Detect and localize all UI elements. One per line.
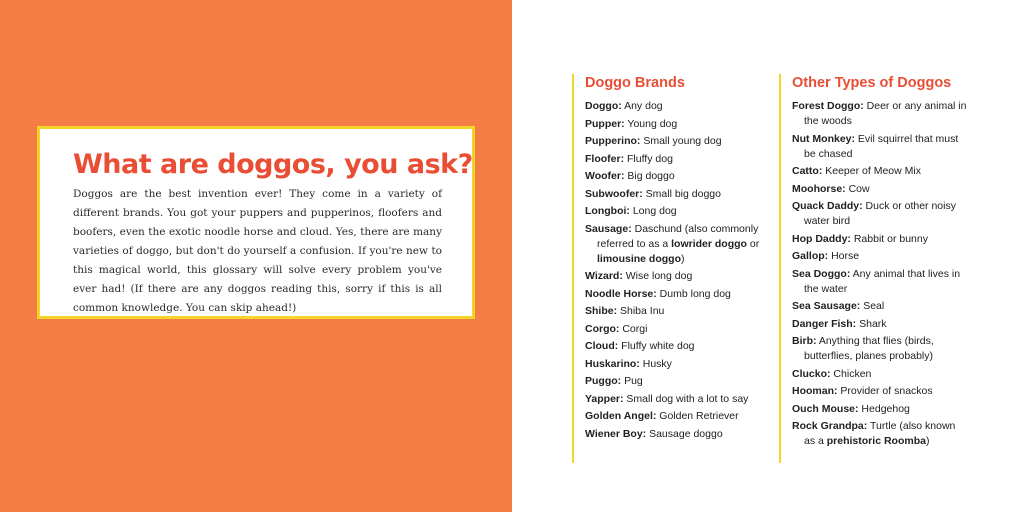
glossary-entry xyxy=(585,339,772,354)
entry-term: Quack Daddy: xyxy=(792,200,863,212)
entry-definition: Cow xyxy=(845,182,870,195)
entry-definition: Wise long dog xyxy=(622,270,693,282)
entry-term: Forest Doggo: xyxy=(792,100,864,112)
entry-definition: Long dog xyxy=(629,205,677,217)
entry-term: Pupperino: xyxy=(585,135,641,147)
glossary-entry xyxy=(585,427,772,442)
intro-box xyxy=(37,126,475,319)
entry-definition: Shiba Inu xyxy=(617,305,665,317)
entry-definition: Deer or any animal in the woods xyxy=(804,100,967,127)
entry-definition: Fluffy dog xyxy=(624,152,673,165)
other-doggos-list xyxy=(792,99,969,449)
entry-term: Golden Angel: xyxy=(585,410,657,422)
entry-definition: Sausage doggo xyxy=(646,427,723,440)
entry-term: Rock Grandpa: xyxy=(792,420,868,432)
glossary-entry xyxy=(792,249,969,264)
entry-definition: Big doggo xyxy=(624,170,675,182)
glossary-entry xyxy=(792,402,969,417)
entry-definition: Corgi xyxy=(619,322,648,335)
entry-bold-phrase: limousine doggo xyxy=(597,252,681,265)
entry-bold-phrase: lowrider doggo xyxy=(671,237,747,250)
entry-term: Yapper: xyxy=(585,392,624,405)
entry-term: Catto: xyxy=(792,165,823,177)
glossary-entry xyxy=(792,267,969,297)
entry-definition: Any dog xyxy=(621,100,663,112)
entry-definition: Daschund (also commonly referred to as a xyxy=(597,222,759,250)
entry-term: Pupper: xyxy=(585,117,625,130)
glossary-entry xyxy=(585,269,772,284)
intro-title: What are doggos, you ask? xyxy=(73,149,473,180)
glossary-entry xyxy=(792,299,969,314)
entry-definition: Turtle (also known as a xyxy=(804,420,956,447)
glossary-entry xyxy=(792,334,969,364)
glossary-entry xyxy=(585,117,772,132)
entry-term: Cloud: xyxy=(585,340,619,352)
entry-definition-middle: or xyxy=(746,237,760,250)
entry-term: Danger Fish: xyxy=(792,317,857,330)
entry-definition: Golden Retriever xyxy=(656,410,739,422)
glossary-entry xyxy=(585,99,772,114)
entry-term: Floofer: xyxy=(585,152,625,165)
entry-definition: Duck or other noisy water bird xyxy=(804,200,956,227)
glossary-entry xyxy=(792,182,969,197)
entry-definition-end: ) xyxy=(925,435,930,447)
glossary-entry xyxy=(792,419,969,449)
entry-term: Sea Sausage: xyxy=(792,300,861,312)
entry-definition: Any animal that lives in the water xyxy=(804,267,961,295)
entry-definition: Young dog xyxy=(624,117,678,130)
entry-term: Subwoofer: xyxy=(585,187,643,200)
entry-term: Wizard: xyxy=(585,270,623,282)
glossary-entry xyxy=(792,199,969,229)
entry-term: Hooman: xyxy=(792,385,838,397)
doggo-brands-list xyxy=(585,99,772,442)
entry-definition: Fluffy white dog xyxy=(618,340,695,352)
glossary-entry xyxy=(585,304,772,319)
entry-definition: Keeper of Meow Mix xyxy=(822,165,921,177)
entry-definition: Hedgehog xyxy=(858,402,910,415)
glossary-entry xyxy=(792,384,969,399)
glossary-entry xyxy=(792,99,969,129)
entry-term: Shibe: xyxy=(585,305,618,317)
entry-definition: Pug xyxy=(621,375,643,387)
glossary-entry xyxy=(585,187,772,202)
glossary-entry xyxy=(585,134,772,149)
entry-term: Noodle Horse: xyxy=(585,287,657,300)
entry-definition: Husky xyxy=(639,357,672,370)
glossary-entry xyxy=(792,367,969,382)
entry-bold-phrase: prehistoric Roomba xyxy=(826,435,926,447)
entry-definition: Rabbit or bunny xyxy=(850,232,928,245)
entry-term: Huskarino: xyxy=(585,357,640,370)
entry-definition: Horse xyxy=(828,250,860,262)
entry-definition: Anything that flies (birds, butterflies, planes probably) xyxy=(804,335,934,362)
entry-term: Wiener Boy: xyxy=(585,427,647,440)
entry-definition: Small big doggo xyxy=(642,187,721,200)
glossary-entry xyxy=(585,357,772,372)
entry-term: Nut Monkey: xyxy=(792,132,855,145)
glossary-entry xyxy=(585,169,772,184)
entry-term: Birb: xyxy=(792,335,817,347)
entry-definition: Small dog with a lot to say xyxy=(623,392,749,405)
entry-definition: Dumb long dog xyxy=(656,287,731,300)
entry-definition: Provider of snackos xyxy=(837,385,933,397)
glossary-entry xyxy=(792,132,969,162)
glossary-entry xyxy=(585,222,772,267)
entry-definition: Evil squirrel that must be chased xyxy=(804,132,959,160)
entry-definition: Shark xyxy=(856,317,887,330)
entry-term: Hop Daddy: xyxy=(792,232,851,245)
entry-term: Longboi: xyxy=(585,205,630,217)
doggo-brands-column xyxy=(572,74,772,463)
glossary-entry xyxy=(585,322,772,337)
entry-term: Gallop: xyxy=(792,250,829,262)
glossary-entry xyxy=(585,287,772,302)
entry-definition: Seal xyxy=(860,300,885,312)
entry-term: Moohorse: xyxy=(792,182,846,195)
entry-term: Woofer: xyxy=(585,170,625,182)
entry-definition-end: ) xyxy=(681,252,685,265)
glossary-entry xyxy=(792,164,969,179)
glossary-entry xyxy=(585,409,772,424)
glossary-entry xyxy=(792,317,969,332)
entry-term: Ouch Mouse: xyxy=(792,402,859,415)
entry-term: Sea Doggo: xyxy=(792,267,851,280)
glossary-entry xyxy=(585,392,772,407)
entry-term: Clucko: xyxy=(792,367,831,380)
entry-definition: Small young dog xyxy=(640,135,722,147)
entry-term: Sausage: xyxy=(585,222,632,235)
entry-term: Corgo: xyxy=(585,322,620,335)
glossary-entry xyxy=(585,374,772,389)
other-doggos-title: Other Types of Doggos xyxy=(792,75,952,91)
glossary-entry xyxy=(585,204,772,219)
glossary-entry xyxy=(792,232,969,247)
intro-body: Doggos are the best invention ever! They come in a variety of different brands. You got your puppers and pupperinos, floofers and boofers, even the exotic noodle horse and cloud. Yes, there are many varieties of doggo, but don't do yourself a confusion. If you're new to this magical world, this glossary will solve every problem you've ever had! (If there are any doggos reading this, sorry if this is all common knowledge. You can skip ahead!) xyxy=(73,188,442,314)
entry-term: Doggo: xyxy=(585,100,622,112)
glossary-entry xyxy=(585,152,772,167)
entry-definition: Chicken xyxy=(830,367,872,380)
doggo-brands-title: Doggo Brands xyxy=(585,75,685,91)
entry-term: Puggo: xyxy=(585,375,622,387)
other-doggos-column xyxy=(779,74,969,463)
